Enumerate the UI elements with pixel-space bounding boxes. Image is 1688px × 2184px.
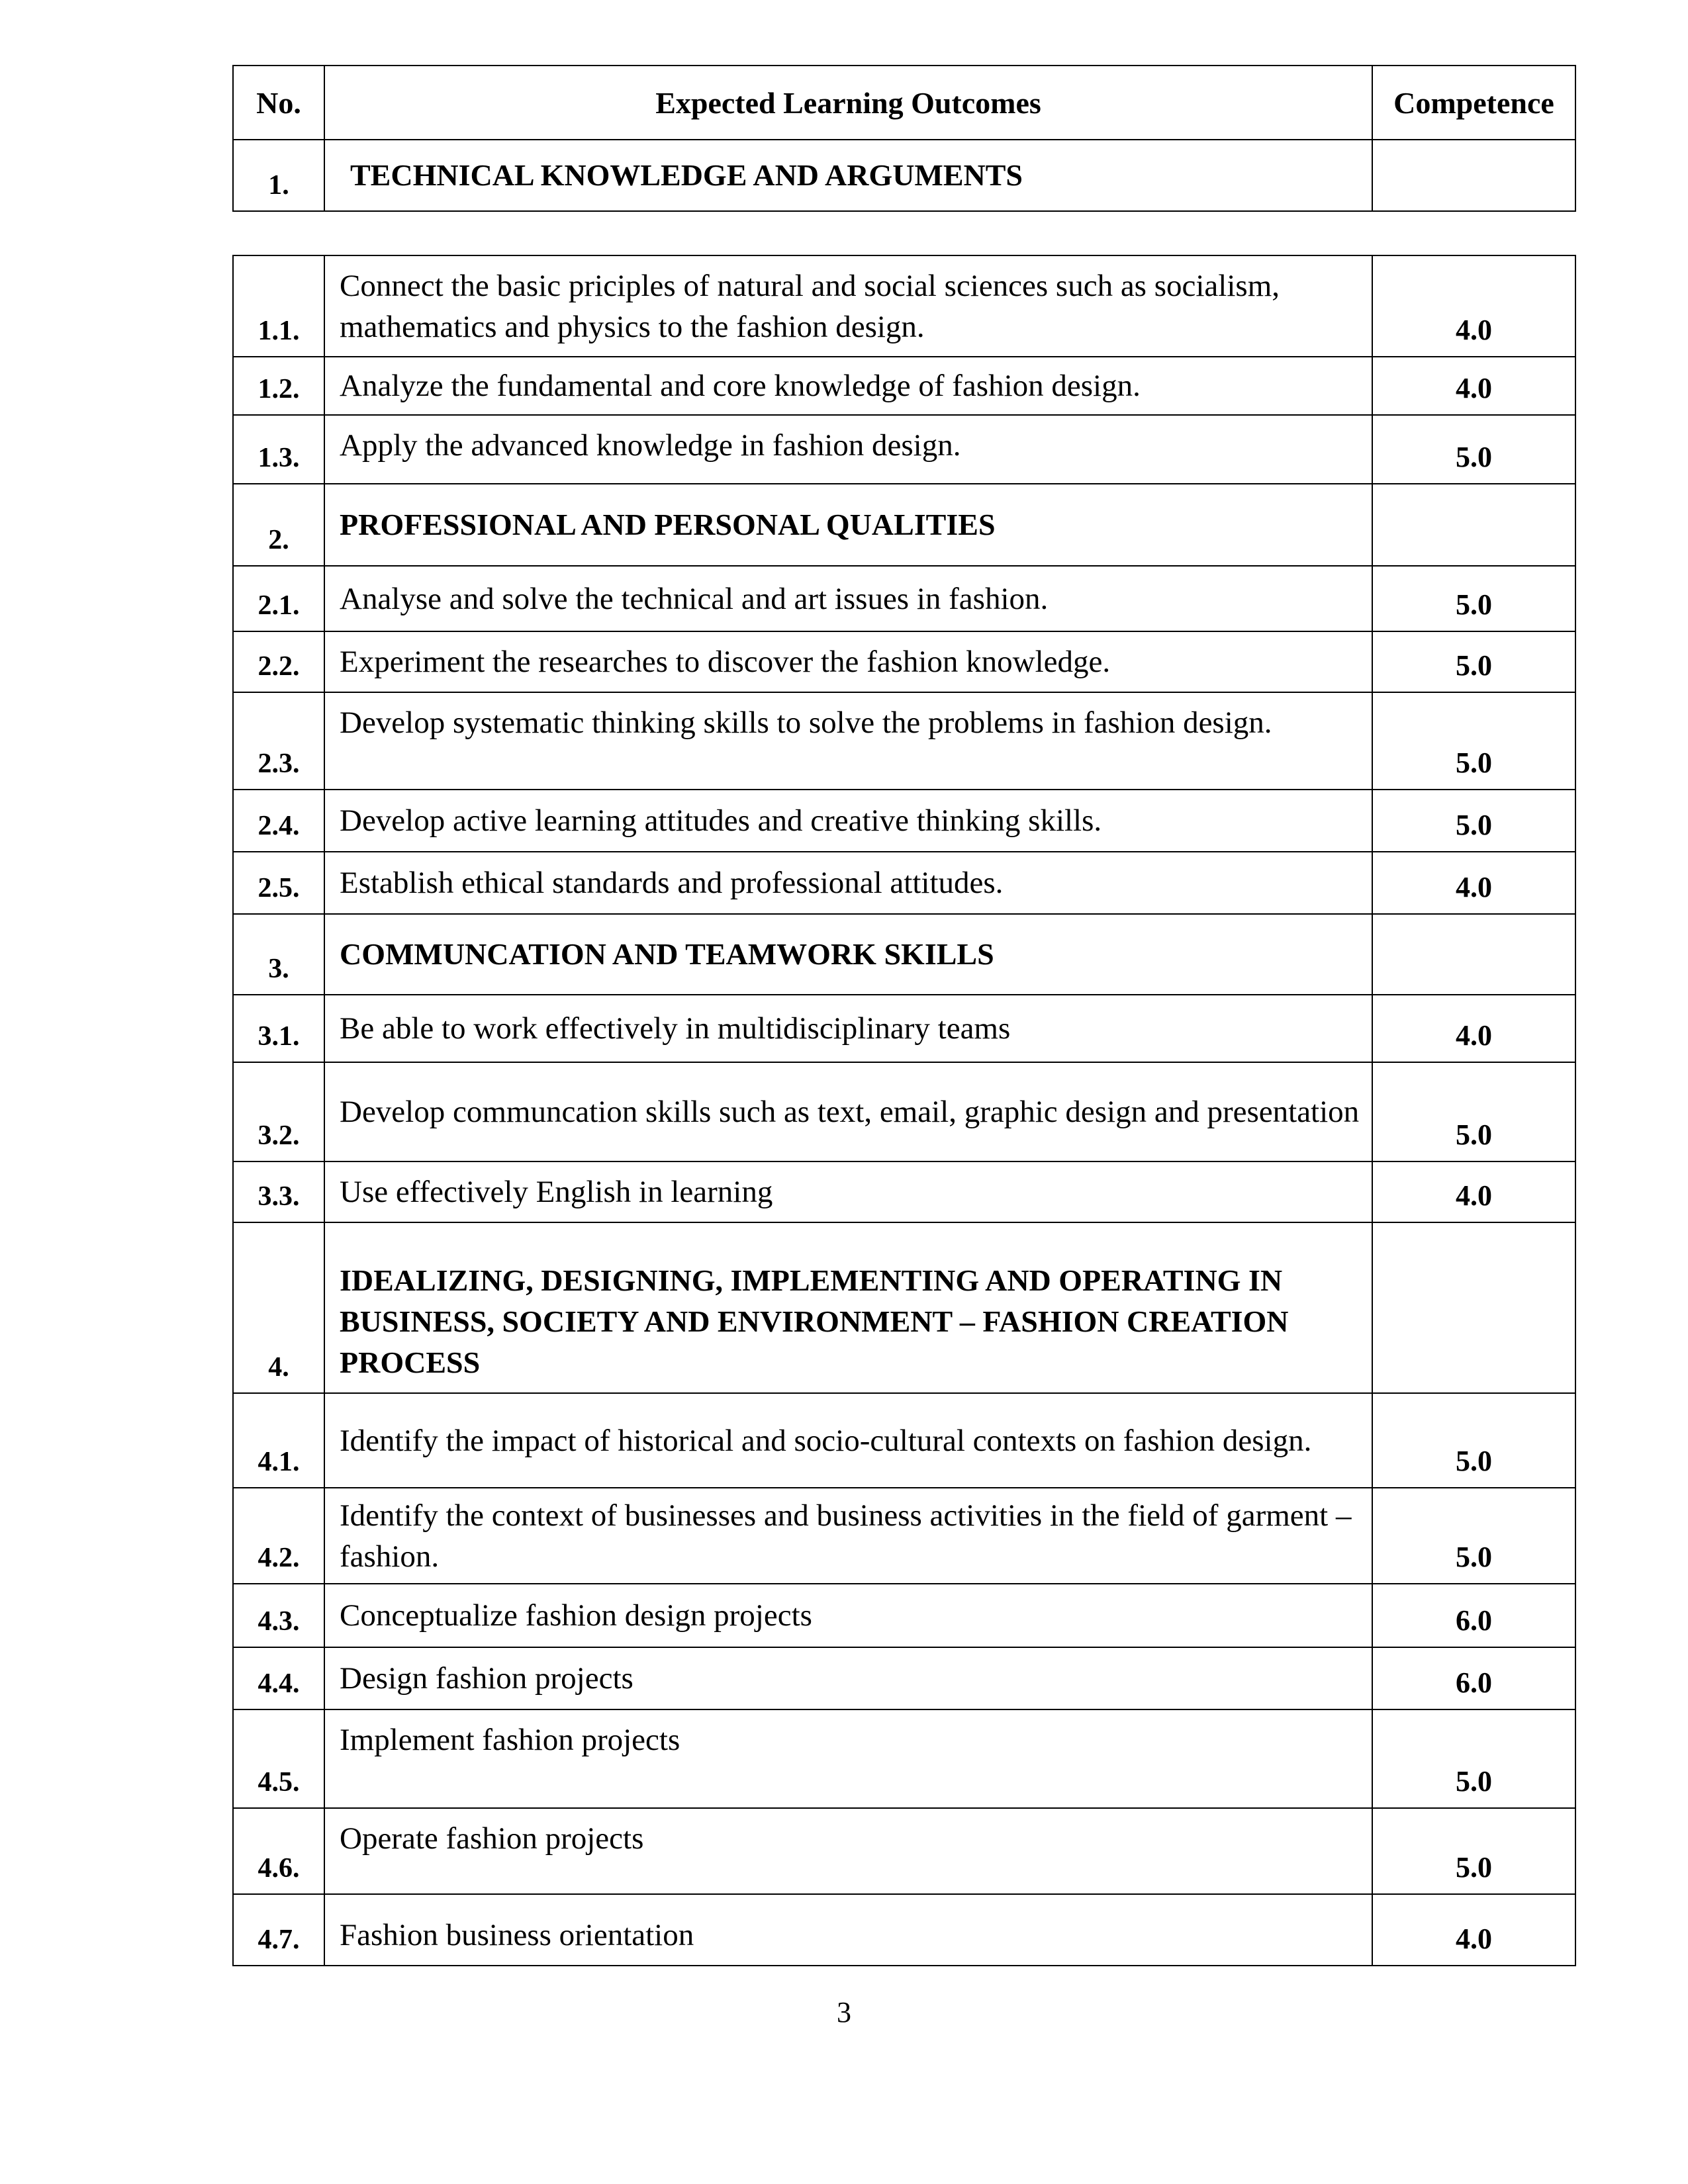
outcome-number: 3.1. — [233, 995, 324, 1062]
competence-value: 5.0 — [1372, 790, 1575, 852]
outcome-text: Use effectively English in learning — [324, 1161, 1372, 1222]
table-row — [233, 1709, 1575, 1808]
outcome-number: 2.3. — [233, 692, 324, 790]
outcome-text: Develop active learning attitudes and creative thinking skills. — [324, 790, 1372, 852]
outcome-number: 4.2. — [233, 1488, 324, 1584]
outcome-text: Identify the impact of historical and socio-cultural contexts on fashion design. — [324, 1393, 1372, 1488]
header-outcomes: Expected Learning Outcomes — [324, 66, 1372, 140]
outcome-number: 2.1. — [233, 566, 324, 631]
outcome-number: 4.6. — [233, 1808, 324, 1894]
outcome-number: 2.5. — [233, 852, 324, 914]
section-number: 4. — [233, 1222, 324, 1393]
section-competence-cell — [1372, 140, 1575, 211]
header-no: No. — [233, 66, 324, 140]
table-row — [233, 631, 1575, 692]
outcome-number: 1.3. — [233, 415, 324, 484]
section-row — [233, 914, 1575, 995]
section-row — [233, 1222, 1575, 1393]
competence-value: 5.0 — [1372, 1062, 1575, 1161]
outcome-text: Operate fashion projects — [324, 1808, 1372, 1894]
header-competence: Competence — [1372, 66, 1575, 140]
outcome-number: 4.3. — [233, 1584, 324, 1647]
competence-value: 6.0 — [1372, 1647, 1575, 1709]
competence-value: 5.0 — [1372, 415, 1575, 484]
table-row — [233, 1062, 1575, 1161]
table-row — [233, 1393, 1575, 1488]
competence-value: 4.0 — [1372, 1161, 1575, 1222]
competence-value: 5.0 — [1372, 1393, 1575, 1488]
outcome-number: 3.2. — [233, 1062, 324, 1161]
table-row — [233, 357, 1575, 415]
outcomes-table — [232, 255, 1576, 1966]
competence-value: 5.0 — [1372, 1808, 1575, 1894]
outcome-text: Analyze the fundamental and core knowledge of fashion design. — [324, 357, 1372, 415]
table-row — [233, 566, 1575, 631]
competence-value: 5.0 — [1372, 1488, 1575, 1584]
competence-value: 4.0 — [1372, 255, 1575, 357]
table-row — [233, 995, 1575, 1062]
table-row — [233, 415, 1575, 484]
table-row — [233, 852, 1575, 914]
outcome-number: 3.3. — [233, 1161, 324, 1222]
outcome-text: Conceptualize fashion design projects — [324, 1584, 1372, 1647]
page-number: 3 — [837, 1996, 851, 2028]
outcome-number: 2.2. — [233, 631, 324, 692]
section-competence-cell — [1372, 1222, 1575, 1393]
competence-value: 5.0 — [1372, 631, 1575, 692]
outcome-number: 2.4. — [233, 790, 324, 852]
competence-value: 4.0 — [1372, 357, 1575, 415]
table-row — [233, 1584, 1575, 1647]
outcome-text: Fashion business orientation — [324, 1894, 1372, 1966]
outcome-text: Apply the advanced knowledge in fashion design. — [324, 415, 1372, 484]
outcome-text: Develop systematic thinking skills to solve the problems in fashion design. — [324, 692, 1372, 790]
section-competence-cell — [1372, 914, 1575, 995]
table-row — [233, 692, 1575, 790]
outcome-number: 4.7. — [233, 1894, 324, 1966]
outcomes-table-body — [233, 255, 1575, 1966]
outcome-number: 1.2. — [233, 357, 324, 415]
competence-value: 4.0 — [1372, 1894, 1575, 1966]
outcome-text: Design fashion projects — [324, 1647, 1372, 1709]
outcome-text: Identify the context of businesses and business activities in the field of garment – fashion. — [324, 1488, 1372, 1584]
outcome-text: Analyse and solve the technical and art issues in fashion. — [324, 566, 1372, 631]
outcome-text: Implement fashion projects — [324, 1709, 1372, 1808]
section-number: 2. — [233, 484, 324, 566]
competence-value: 5.0 — [1372, 1709, 1575, 1808]
outcome-text: Develop communcation skills such as text, email, graphic design and presentation — [324, 1062, 1372, 1161]
table-row — [233, 790, 1575, 852]
outcome-number: 4.5. — [233, 1709, 324, 1808]
table-row — [233, 1647, 1575, 1709]
competence-value: 6.0 — [1372, 1584, 1575, 1647]
section-competence-cell — [1372, 484, 1575, 566]
section-title: TECHNICAL KNOWLEDGE AND ARGUMENTS — [324, 140, 1372, 211]
section-row — [233, 484, 1575, 566]
outcome-text: Connect the basic priciples of natural and social sciences such as socialism, mathematics and physics to the fashion design. — [324, 255, 1372, 357]
table-row — [233, 1488, 1575, 1584]
outcome-number: 1.1. — [233, 255, 324, 357]
section-number: 3. — [233, 914, 324, 995]
table-row — [233, 1161, 1575, 1222]
competence-value: 5.0 — [1372, 566, 1575, 631]
outcome-text: Establish ethical standards and professional attitudes. — [324, 852, 1372, 914]
competence-value: 4.0 — [1372, 852, 1575, 914]
header-row — [233, 66, 1575, 140]
outcome-text: Experiment the researches to discover the fashion knowledge. — [324, 631, 1372, 692]
section-row — [233, 140, 1575, 211]
section-title: COMMUNCATION AND TEAMWORK SKILLS — [324, 914, 1372, 995]
table-row — [233, 255, 1575, 357]
outcomes-header-table — [232, 65, 1576, 212]
section-title: IDEALIZING, DESIGNING, IMPLEMENTING AND OPERATING IN BUSINESS, SOCIETY AND ENVIRONMENT – FASHION CREATION PROCESS — [324, 1222, 1372, 1393]
competence-value: 4.0 — [1372, 995, 1575, 1062]
outcome-text: Be able to work effectively in multidisciplinary teams — [324, 995, 1372, 1062]
section-number: 1. — [233, 140, 324, 211]
section-title: PROFESSIONAL AND PERSONAL QUALITIES — [324, 484, 1372, 566]
table-row — [233, 1894, 1575, 1966]
competence-value: 5.0 — [1372, 692, 1575, 790]
outcome-number: 4.4. — [233, 1647, 324, 1709]
outcome-number: 4.1. — [233, 1393, 324, 1488]
table-row — [233, 1808, 1575, 1894]
